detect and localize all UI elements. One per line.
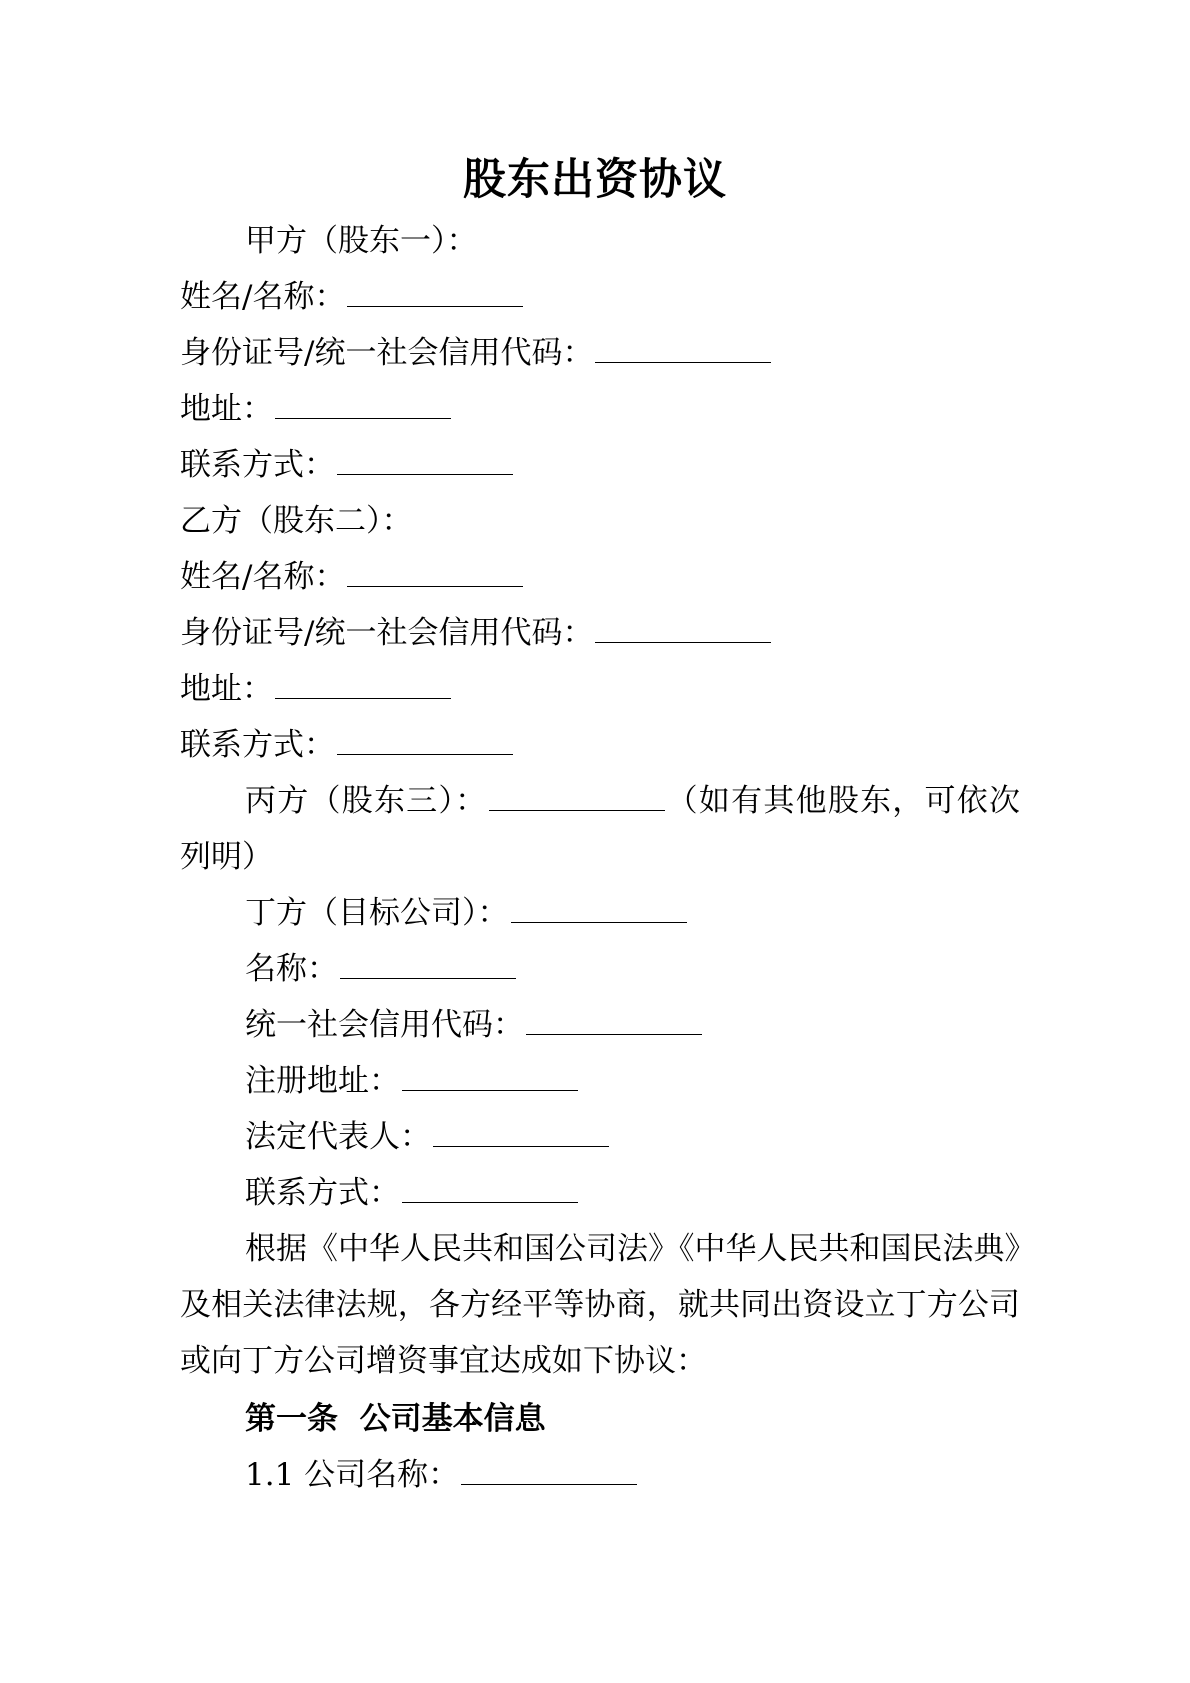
party-a-name-blank[interactable] bbox=[347, 284, 523, 307]
party-c-blank[interactable] bbox=[489, 788, 665, 811]
party-d-name-blank[interactable] bbox=[340, 956, 516, 979]
party-a-address-blank[interactable] bbox=[275, 396, 451, 419]
party-a-contact-blank[interactable] bbox=[337, 452, 513, 475]
party-d-legal-rep-field: 法定代表人： bbox=[180, 1109, 1020, 1165]
party-c-paragraph: 丙方（股东三）： （如有其他股东，可依次列明） bbox=[180, 783, 1021, 875]
party-b-contact-field: 联系方式： bbox=[180, 717, 1020, 773]
document-title: 股东出资协议 bbox=[463, 155, 727, 205]
party-b-header: 乙方（股东二）： bbox=[180, 503, 413, 539]
party-d-code-blank[interactable] bbox=[526, 1012, 702, 1035]
article-1-item-1-1: 1.1 公司名称： bbox=[180, 1447, 1020, 1503]
party-d-name-field: 名称： bbox=[180, 941, 1020, 997]
party-a-contact-field: 联系方式： bbox=[180, 437, 1020, 493]
party-d-header-blank[interactable] bbox=[511, 900, 687, 923]
party-a-address-field: 地址： bbox=[180, 381, 1020, 437]
preamble-paragraph: 根据《中华人民共和国公司法》《中华人民共和国民法典》及相关法律法规，各方经平等协商，就共同出资设立丁方公司或向丁方公司增资事宜达成如下协议： bbox=[180, 1231, 1020, 1379]
party-d-reg-address-field: 注册地址： bbox=[180, 1053, 1020, 1109]
party-d-contact-field: 联系方式： bbox=[180, 1165, 1020, 1221]
party-b-id-blank[interactable] bbox=[595, 620, 771, 643]
party-b-address-field: 地址： bbox=[180, 661, 1020, 717]
party-b-address-blank[interactable] bbox=[275, 676, 451, 699]
party-b-name-blank[interactable] bbox=[347, 564, 523, 587]
party-b-contact-blank[interactable] bbox=[337, 732, 513, 755]
party-a-name-field: 姓名/名称： bbox=[180, 269, 1020, 325]
party-a-header: 甲方（股东一）： bbox=[245, 223, 478, 259]
company-name-blank[interactable] bbox=[461, 1462, 637, 1485]
party-b-id-field: 身份证号/统一社会信用代码： bbox=[180, 605, 1020, 661]
party-d-reg-address-blank[interactable] bbox=[402, 1068, 578, 1091]
party-b-name-field: 姓名/名称： bbox=[180, 549, 1020, 605]
party-d-header: 丁方（目标公司）： bbox=[180, 885, 1020, 941]
party-d-code-field: 统一社会信用代码： bbox=[180, 997, 1020, 1053]
party-d-legal-rep-blank[interactable] bbox=[433, 1124, 609, 1147]
article-1-heading: 第一条 公司基本信息 bbox=[245, 1401, 546, 1437]
party-a-id-blank[interactable] bbox=[595, 340, 771, 363]
party-a-id-field: 身份证号/统一社会信用代码： bbox=[180, 325, 1020, 381]
document-body bbox=[180, 213, 1020, 1503]
party-d-contact-blank[interactable] bbox=[402, 1180, 578, 1203]
